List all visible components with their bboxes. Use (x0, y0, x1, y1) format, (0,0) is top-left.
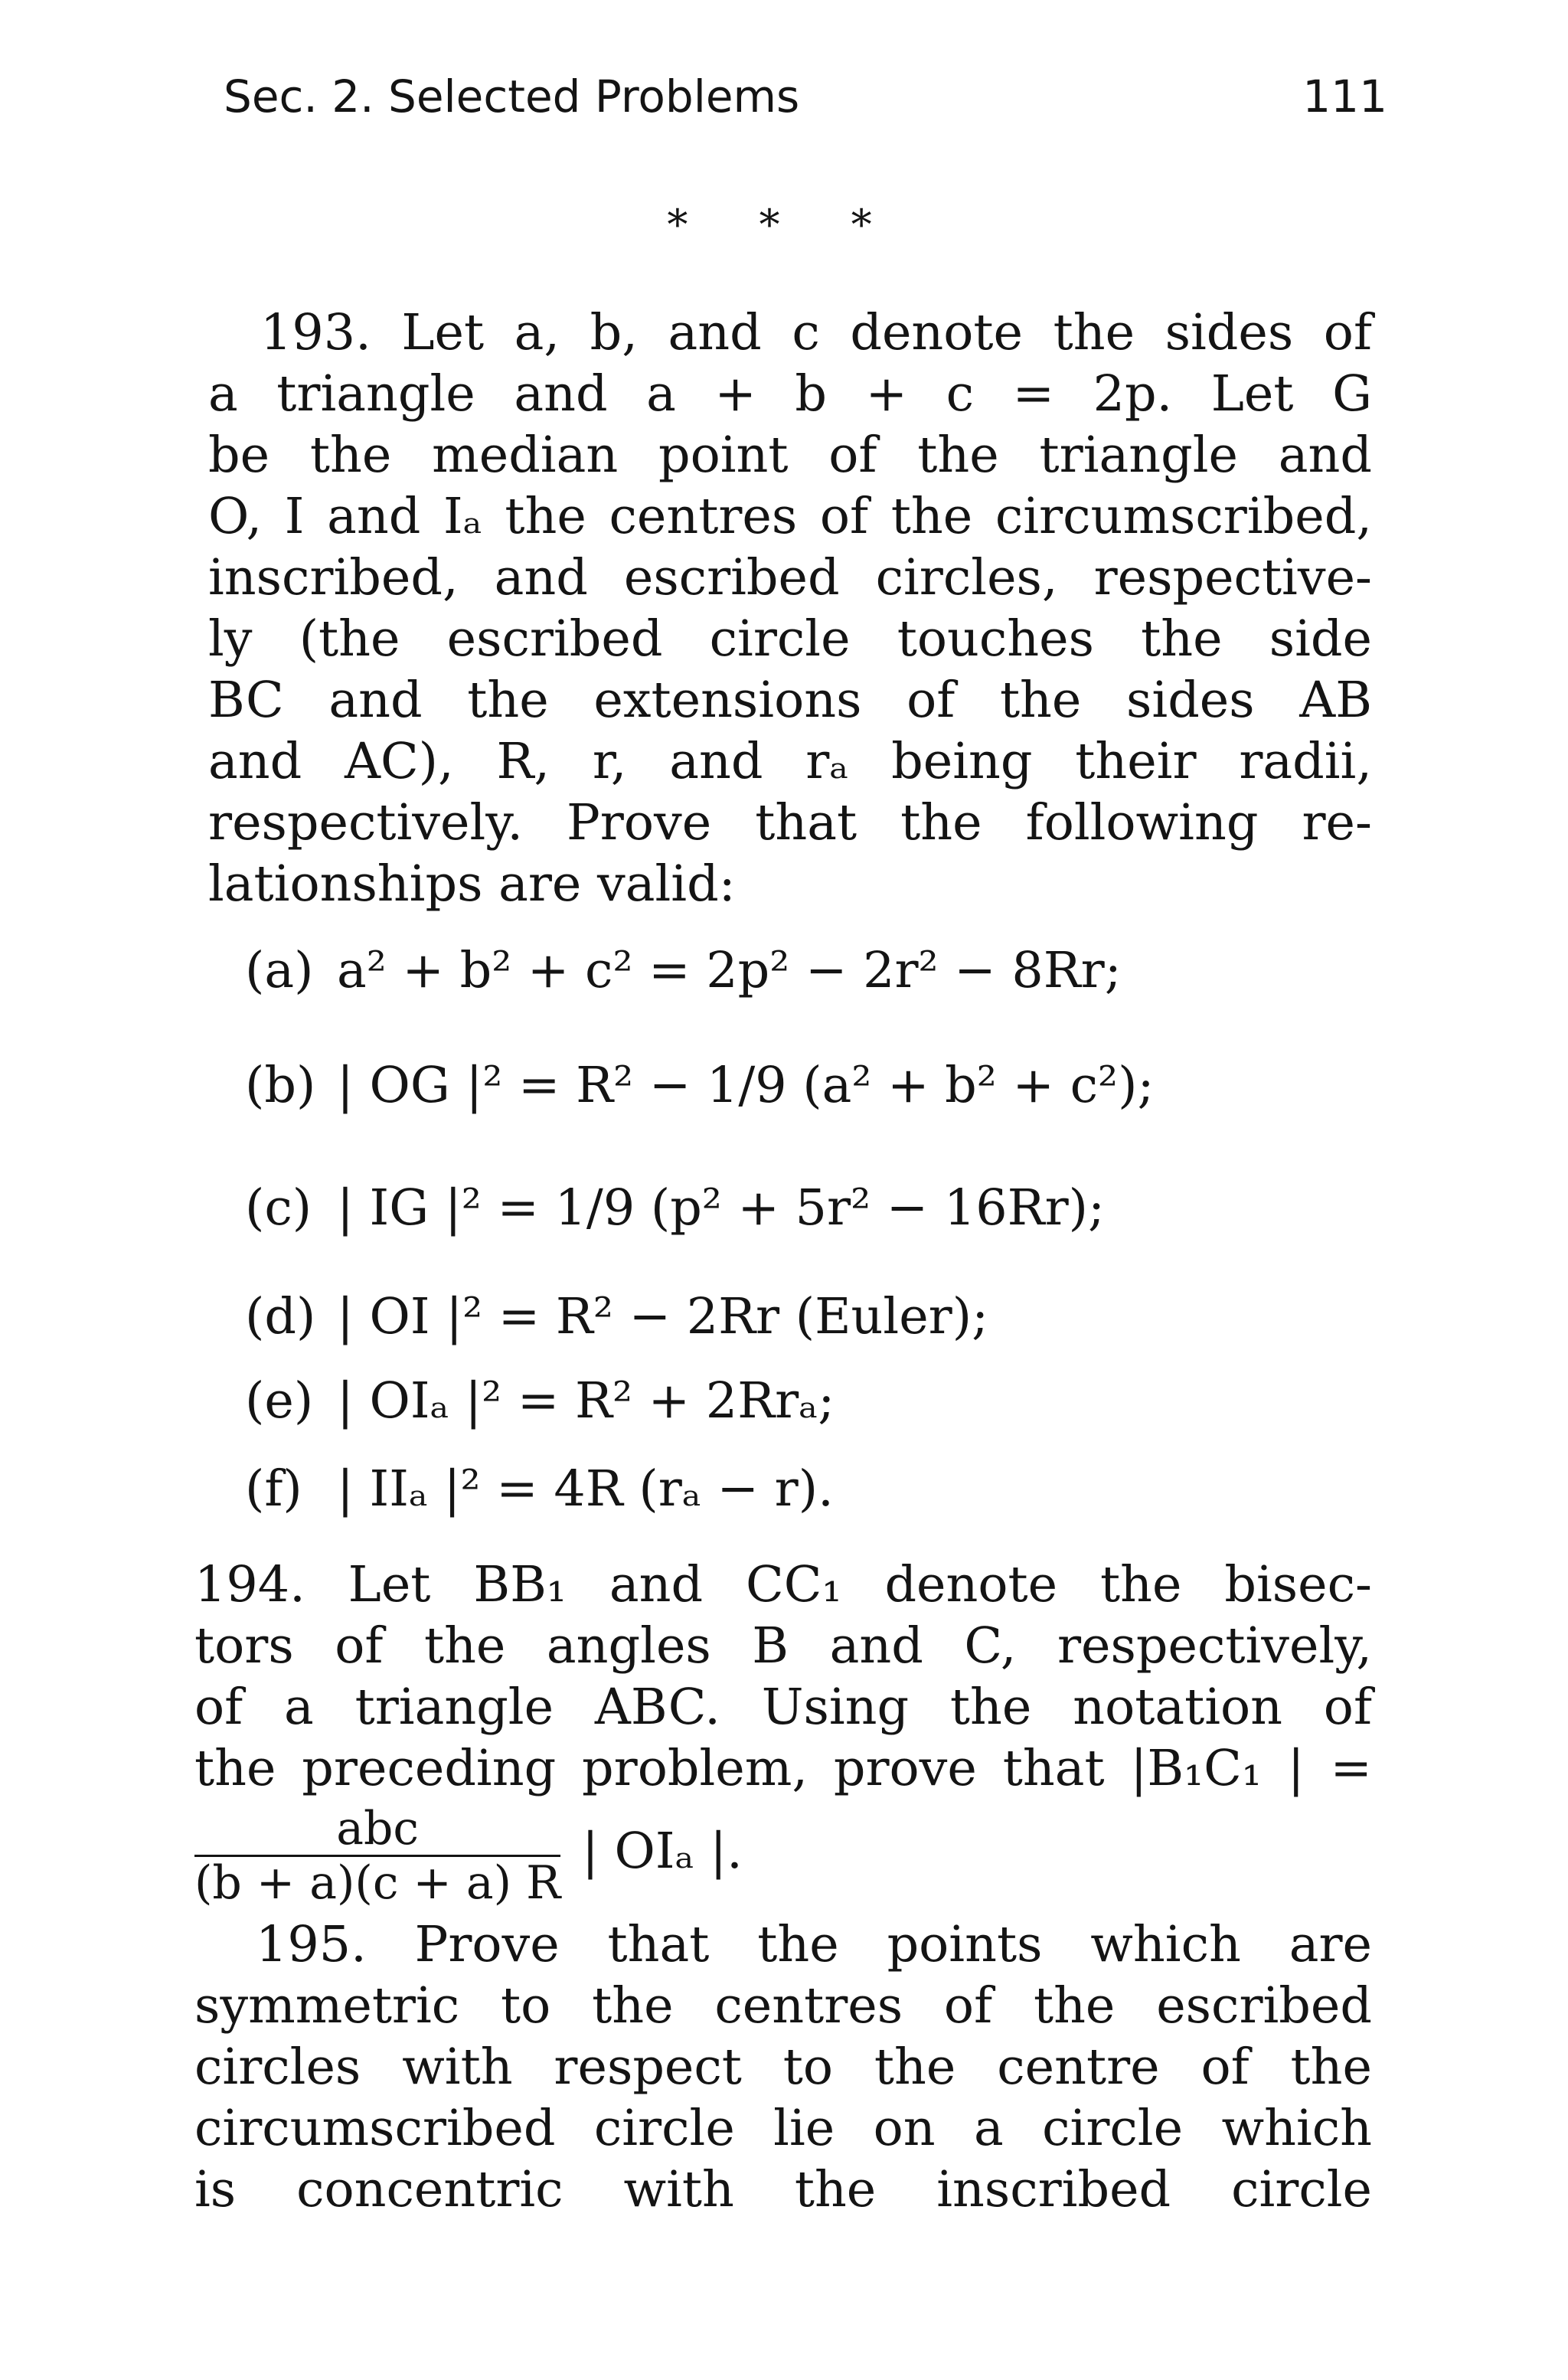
equation-d (245, 1286, 988, 1355)
running-header (224, 70, 1387, 139)
problem-194-line: tors of the angles B and C, respectively, (194, 1617, 1372, 1675)
equation-body: | OI |² = R² − 2Rr (Euler); (337, 1288, 988, 1345)
equation-body: | IIₐ |² = 4R (rₐ − r). (337, 1460, 834, 1518)
equation-body: | IG |² = 1/9 (p² + 5r² − 16Rr); (337, 1179, 1105, 1237)
equation-a (245, 940, 1122, 1009)
fraction-tail: | OIₐ |. (582, 1823, 743, 1880)
problem-193-line: inscribed, and escribed circles, respective- (208, 549, 1372, 606)
problem-195-line: 195. Prove that the points which are (256, 1916, 1372, 1973)
equation-tag: (e) (245, 1372, 314, 1430)
equation-tag: (d) (245, 1288, 316, 1345)
problem-193-line: be the median point of the triangle and (208, 427, 1372, 484)
problem-194-line: of a triangle ABC. Using the notation of (194, 1679, 1372, 1736)
problem-195-line: symmetric to the centres of the escribed (194, 1977, 1372, 2035)
problem-193-line: a triangle and a + b + c = 2p. Let G (208, 365, 1372, 423)
equation-tag: (c) (245, 1179, 312, 1237)
page-number: 111 (1302, 70, 1387, 123)
equation-e (245, 1371, 835, 1440)
fraction-denominator: (b + a)(c + a) R (194, 1856, 561, 1910)
problem-193-line: O, I and Iₐ the centres of the circumscribed, (208, 488, 1372, 545)
problem-195-line: circles with respect to the centre of the (194, 2038, 1372, 2096)
equation-tag: (f) (245, 1460, 302, 1518)
problem-193-line: lationships are valid: (208, 855, 736, 913)
problem-193-line: and AC), R, r, and rₐ being their radii, (208, 733, 1372, 790)
equation-c (245, 1178, 1105, 1247)
problem-193-line: ly (the escribed circle touches the side (208, 610, 1372, 668)
equation-tag: (a) (245, 942, 314, 999)
problem-195-line: circumscribed circle lie on a circle which (194, 2100, 1372, 2157)
section-title: Sec. 2. Selected Problems (224, 70, 800, 123)
equation-body: | OG |² = R² − 1/9 (a² + b² + c²); (337, 1057, 1155, 1114)
fraction-numerator: abc (336, 1802, 420, 1855)
problem-194-line: 194. Let BB₁ and CC₁ denote the bisec- (194, 1556, 1372, 1613)
problem-195-line: is concentric with the inscribed circle (194, 2161, 1372, 2218)
section-separator: * * * (667, 201, 901, 249)
problem-194-line: the preceding problem, prove that |B₁C₁ | = (194, 1740, 1372, 1797)
equation-b (245, 1055, 1154, 1124)
fraction (194, 1802, 561, 1910)
equation-body: | OIₐ |² = R² + 2Rrₐ; (337, 1372, 835, 1430)
equation-tag: (b) (245, 1057, 316, 1114)
problem-193-line: respectively. Prove that the following re- (208, 794, 1372, 852)
problem-193-line: BC and the extensions of the sides AB (208, 672, 1372, 729)
equation-f (245, 1459, 834, 1528)
problem-193-line: 193. Let a, b, and c denote the sides of (260, 304, 1372, 361)
equation-body: a² + b² + c² = 2p² − 2r² − 8Rr; (337, 942, 1122, 999)
